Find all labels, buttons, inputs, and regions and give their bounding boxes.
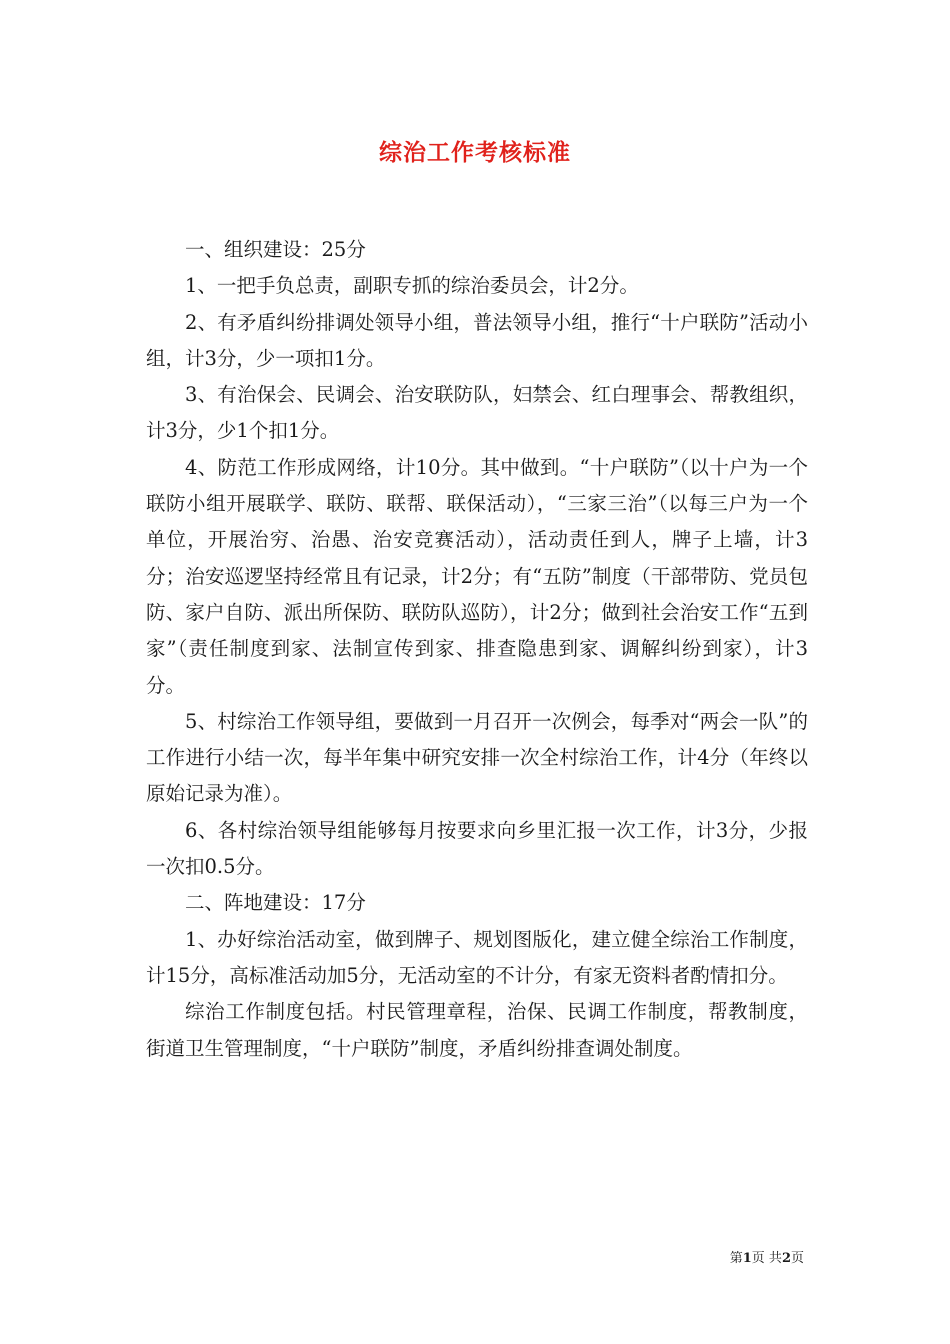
paragraph: 1、办好综治活动室，做到牌子、规划图版化，建立健全综治工作制度，计15分，高标准活动加5分，无活动室的不计分，有家无资料者酌情扣分。 <box>146 927 808 987</box>
paragraph: 2、有矛盾纠纷排调处领导小组，普法领导小组，推行“十户联防”活动小组，计3分，少一项扣1分。 <box>146 310 808 370</box>
footer-current-page: 1 <box>742 1251 752 1266</box>
paragraph: 3、有治保会、民调会、治安联防队，妇禁会、红白理事会、帮教组织，计3分，少1个扣1分。 <box>146 383 808 443</box>
page-number-footer <box>730 1247 804 1266</box>
paragraph: 6、各村综治领导组能够每月按要求向乡里汇报一次工作，计3分，少报一次扣0.5分。 <box>146 818 808 879</box>
footer-total-pages: 2 <box>781 1251 791 1266</box>
paragraph: 5、村综治工作领导组，要做到一月召开一次例会，每季对“两会一队”的工作进行小结一次，每半年集中研究安排一次全村综治工作，计4分（年终以原始记录为准）。 <box>146 709 808 806</box>
paragraph: 综治工作制度包括。村民管理章程，治保、民调工作制度，帮教制度，街道卫生管理制度，“十户联防”制度，矛盾纠纷排查调处制度。 <box>146 1000 808 1060</box>
footer-prefix: 第 <box>729 1251 743 1266</box>
document-title: 综治工作考核标准 <box>379 139 571 166</box>
paragraph: 1、一把手负总责，副职专抓的综治委员会，计2分。 <box>185 274 639 298</box>
footer-middle: 页 共 <box>751 1251 782 1266</box>
paragraph: 4、防范工作形成网络，计10分。其中做到。“十户联防”（以十户为一个联防小组开展联学、联防、联帮、联保活动），“三家三治”（以每三户为一个单位，开展治穷、治愚、治安竞赛活动），活动责任到人，牌子上墙，计3分；治安巡逻坚持经常且有记录，计2分；有“五防”制度（干部带防、党员包防、家户自防、派出所保防、联防队巡防），计2分；做到社会治安工作“五到家”（责任制度到家、法制宣传到家、排查隐患到家、调解纠纷到家），计3分。 <box>146 455 808 697</box>
document-body <box>146 232 808 1067</box>
section-heading-position: 二、阵地建设：17分 <box>185 891 366 915</box>
footer-suffix: 页 <box>790 1251 804 1266</box>
section-heading-organization: 一、组织建设：25分 <box>185 238 366 261</box>
